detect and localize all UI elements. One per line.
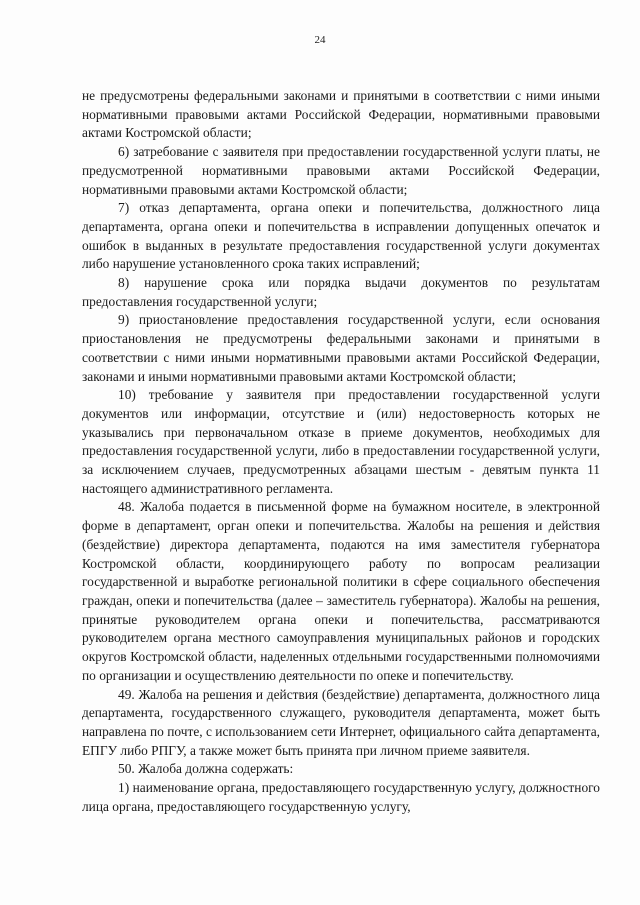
document-body <box>82 87 600 816</box>
paragraph: 10) требование у заявителя при предоставлении государственной услуги документов или информации, отсутствие и (или) недостоверность которых не указывались при первоначальном отказе в приеме документов, необходимых для предоставления государственной услуги, либо в предоставлении государственной услуги, за исключением случаев, предусмотренных абзацами шестым - девятым пункта 11 настоящего административного регламента. <box>82 387 600 496</box>
paragraph: 8) нарушение срока или порядка выдачи документов по результатам предоставления государственной услуги; <box>82 275 600 309</box>
paragraph: 9) приостановление предоставления государственной услуги, если основания приостановления не предусмотрены федеральными законами и принятыми в соответствии с ними иными нормативными правовыми актами Российской Федерации, законами и иными нормативными правовыми актами Костромской области; <box>82 312 600 384</box>
paragraph: не предусмотрены федеральными законами и принятыми в соответствии с ними иными нормативными правовыми актами Российской Федерации, нормативными правовыми актами Костромской области; <box>82 88 600 141</box>
paragraph: 7) отказ департамента, органа опеки и попечительства, должностного лица департамента, органа опеки и попечительства в исправлении допущенных опечаток и ошибок в выданных в результате предоставления государственной услуги документах либо нарушение установленного срока таких исправлений; <box>82 200 600 272</box>
paragraph: 50. Жалоба должна содержать: <box>118 761 294 777</box>
page-number: 24 <box>314 34 326 46</box>
paragraph: 1) наименование органа, предоставляющего государственную услугу, должностного лица органа, предоставляющего государственную услугу, <box>82 780 600 814</box>
paragraph: 6) затребование с заявителя при предоставлении государственной услуги платы, не предусмотренной нормативными правовыми актами Российской Федерации, нормативными правовыми актами Костромской области; <box>82 144 600 197</box>
paragraph: 48. Жалоба подается в письменной форме на бумажном носителе, в электронной форме в департамент, орган опеки и попечительства. Жалобы на решения и действия (бездействие) директора департамента, подаются на имя заместителя губернатора Костромской области, координирующего работу по вопросам реализации государственной и выработке региональной политики в сфере социального обеспечения граждан, опеки и попечительства (далее – заместитель губернатора). Жалобы на решения, принятые руководителем органа опеки и попечительства, рассматриваются руководителем органа местного самоуправления муниципальных районов и городских округов Костромской области, наделенных отдельными государственными полномочиями по организации и осуществлению деятельности по опеке и попечительству. <box>82 499 600 683</box>
paragraph: 49. Жалоба на решения и действия (бездействие) департамента, должностного лица департамента, государственного служащего, руководителя департамента, может быть направлена по почте, с использованием сети Интернет, официального сайта департамента, ЕПГУ либо РПГУ, а также может быть принята при личном приеме заявителя. <box>82 686 600 758</box>
